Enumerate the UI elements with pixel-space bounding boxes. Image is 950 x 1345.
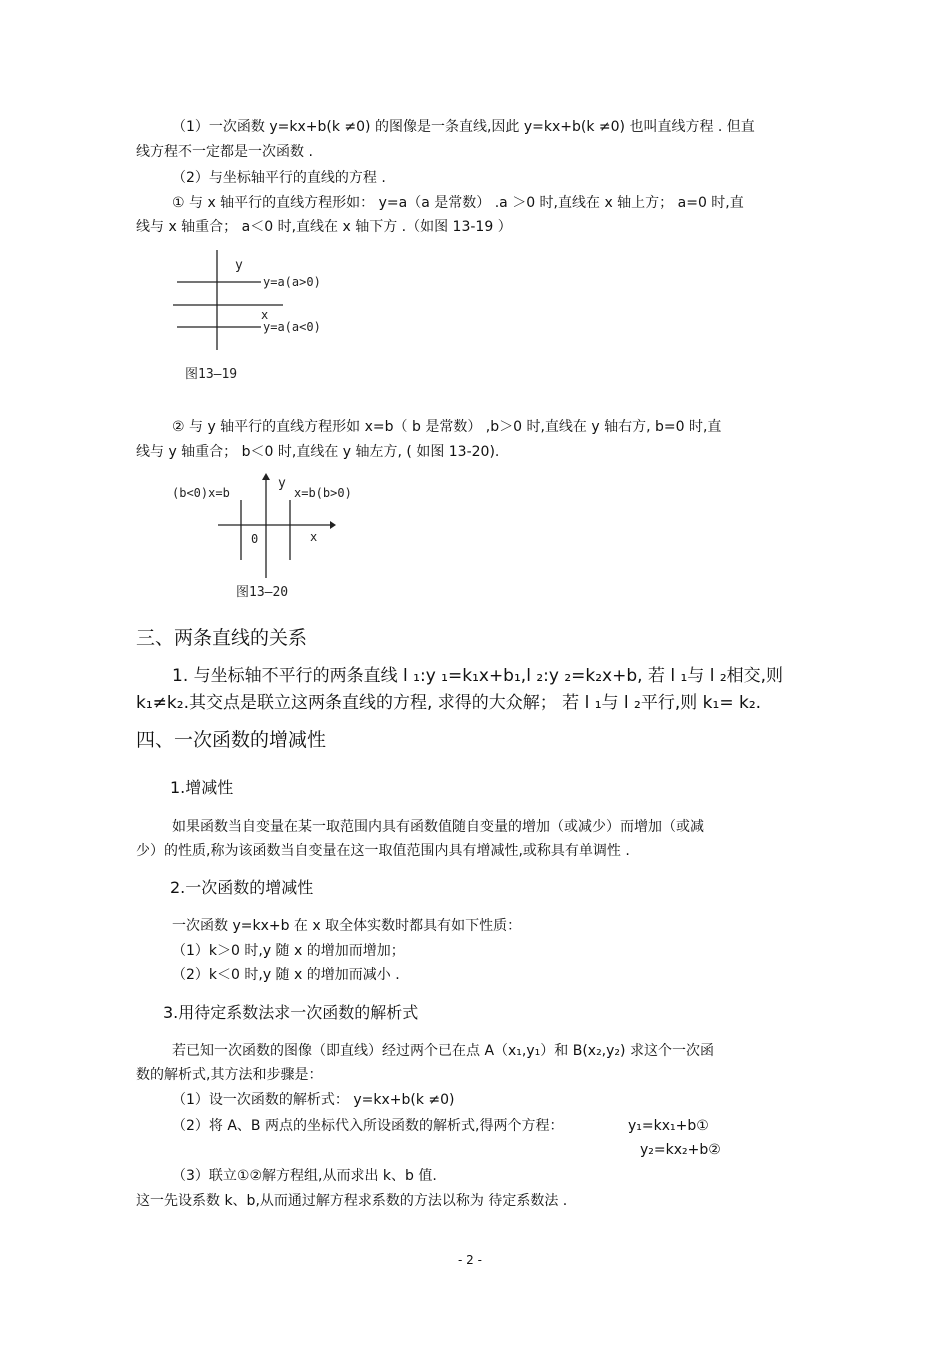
para-two-lines-l1: 1. 与坐标轴不平行的两条直线 l ₁:y ₁=k₁x+b₁,l ₂:y ₂=k₂x+b, 若 l ₁与 l ₂相交,则 xyxy=(172,666,784,686)
para-x-parallel-l1: ① 与 x 轴平行的直线方程形如： y=a（a 是常数） .a ＞0 时,直线在 x 轴上方； a=0 时,直 xyxy=(172,195,744,211)
equation-one: y₁=kx₁+b① xyxy=(628,1118,709,1134)
fig20-right-label: x=b(b>0) xyxy=(294,486,352,500)
section-three-heading: 三、两条直线的关系 xyxy=(136,627,308,649)
subheading-linear-monotonicity: 2.一次函数的增减性 xyxy=(170,878,314,897)
figure-13-19 xyxy=(165,245,345,385)
fig19-y-label: y xyxy=(235,258,243,273)
subheading-monotonicity: 1.增减性 xyxy=(170,778,234,797)
para-y-parallel-l1: ② 与 y 轴平行的直线方程形如 x=b（ b 是常数） ,b＞0 时,直线在 y 轴右方, b=0 时,直 xyxy=(172,419,722,435)
fig20-x-arrow-icon xyxy=(330,521,336,529)
para-monotonicity-l2: 少）的性质,称为该函数当自变量在这一取值范围内具有增减性,或称具有单调性 . xyxy=(136,843,630,859)
step-three: （3）联立①②解方程组,从而求出 k、b 值. xyxy=(172,1168,437,1184)
fig20-y-label: y xyxy=(278,476,286,491)
fig20-x-label: x xyxy=(310,530,318,544)
fig20-caption: 图13—20 xyxy=(236,585,289,600)
page-number: - 2 - xyxy=(458,1253,482,1267)
step-one: （1）设一次函数的解析式： y=kx+b(k ≠0) xyxy=(172,1092,455,1108)
para-x-parallel-l2: 线与 x 轴重合； a＜0 时,直线在 x 轴下方 .（如图 13-19 ） xyxy=(136,219,512,235)
para-k-negative: （2）k＜0 时,y 随 x 的增加而减小 . xyxy=(172,967,400,983)
section-four-heading: 四、一次函数的增减性 xyxy=(136,729,327,751)
para-two-lines-l2: k₁≠k₂.其交点是联立这两条直线的方程, 求得的大众解； 若 l ₁与 l ₂平行,则 k₁= k₂. xyxy=(136,693,762,713)
figure-13-20 xyxy=(170,470,370,605)
fig20-y-arrow-icon xyxy=(262,473,270,480)
para-two-points-l1: 若已知一次函数的图像（即直线）经过两个已在点 A（x₁,y₁）和 B(x₂,y₂) 求这个一次函 xyxy=(172,1043,714,1059)
para-method-name: 这一先设系数 k、b,从而通过解方程求系数的方法以称为 待定系数法 . xyxy=(136,1193,568,1209)
para-parallel-axis: （2）与坐标轴平行的直线的方程 . xyxy=(172,170,386,186)
fig20-origin-label: 0 xyxy=(251,532,259,546)
para-linear-line-l2: 线方程不一定都是一次函数 . xyxy=(136,144,313,160)
subheading-undetermined-coef: 3.用待定系数法求一次函数的解析式 xyxy=(163,1003,419,1022)
fig19-top-label: y=a(a>0) xyxy=(263,275,321,289)
fig19-caption: 图13—19 xyxy=(185,367,238,382)
para-linear-props: 一次函数 y=kx+b 在 x 取全体实数时都具有如下性质： xyxy=(172,918,522,934)
fig19-x-label: x xyxy=(261,308,269,322)
equation-two: y₂=kx₂+b② xyxy=(640,1142,721,1158)
para-linear-line-l1: （1）一次函数 y=kx+b(k ≠0) 的图像是一条直线,因此 y=kx+b(k ≠0) 也叫直线方程 . 但直 xyxy=(172,119,755,135)
para-y-parallel-l2: 线与 y 轴重合； b＜0 时,直线在 y 轴左方, ( 如图 13-20). xyxy=(136,444,500,460)
step-two: （2）将 A、B 两点的坐标代入所设函数的解析式,得两个方程： xyxy=(172,1118,564,1134)
para-two-points-l2: 数的解析式,其方法和步骤是： xyxy=(136,1067,323,1083)
para-monotonicity-l1: 如果函数当自变量在某一取范围内具有函数值随自变量的增加（或减少）而增加（或减 xyxy=(172,819,704,835)
fig19-bottom-label: y=a(a<0) xyxy=(263,320,321,334)
para-k-positive: （1）k＞0 时,y 随 x 的增加而增加； xyxy=(172,943,405,959)
fig20-left-label: (b<0)x=b xyxy=(172,486,230,500)
